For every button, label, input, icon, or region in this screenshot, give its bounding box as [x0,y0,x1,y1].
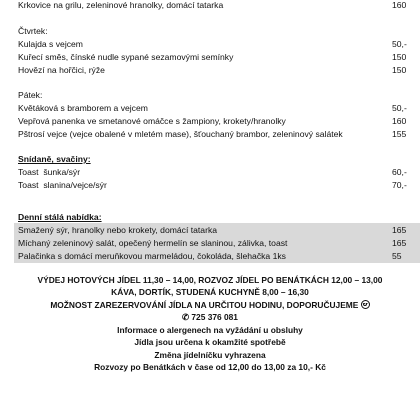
menu-item-price: 160 [392,0,407,10]
menu-item [18,0,420,12]
menu-item-name: Toast šunka/sýr [18,167,81,177]
menu-item-name: Květáková s bramborem a vejcem [18,103,148,113]
menu-item [14,249,420,263]
menu-item-name: Pštrosí vejce (vejce obalené v mletém mase), šťouchaný brambor, zeleninový salátek [18,129,343,139]
menu-item-price: 165 [392,225,407,235]
menu-item-price: 50,- [392,103,407,113]
menu-item-price: 155 [392,129,407,139]
menu-item-name: Vepřová panenka ve smetanové omáčce s žampiony, krokety/hranolky [18,116,286,126]
menu-item-name: Toast slanina/vejce/sýr [18,180,107,190]
section-title-daily: Denní stálá nabídka: [18,212,102,222]
menu-item-name: Palačinka s domácí meruňkovou marmeládou, čokoláda, šlehačka 1ks [18,251,286,261]
menu-item-price: 150 [392,52,407,62]
footer-consumption: Jídla jsou určena k okamžité spotřebě [134,337,286,347]
menu-item [18,165,420,179]
menu-item-price: 55 [392,251,402,261]
menu-item-name: Krkovice na grilu, zeleninové hranolky, domácí tatarka [18,0,224,10]
menu-item [14,223,420,237]
footer-phone [0,311,420,323]
menu-item [18,63,420,77]
phone-number: 725 376 081 [191,312,238,322]
footer-allergens: Informace o alergenech na vyžádání u obsluhy [117,325,303,335]
menu-item-price: 70,- [392,180,407,190]
phone-icon: ✆ [182,312,190,322]
menu-item-price: 60,- [392,167,407,177]
menu-item [18,50,420,64]
menu-item-name: Smažený sýr, hranolky nebo krokety, domácí tatarka [18,225,218,235]
menu-item [18,178,420,192]
footer-reservation-text: MOŽNOST ZAREZERVOVÁNÍ JÍDLA NA URČITOU HODINU, DOPORUČUJEME [50,300,359,310]
footer-hours: VÝDEJ HOTOVÝCH JÍDEL 11,30 – 14,00, ROZVOZ JÍDEL PO BENÁTKÁCH 12,00 – 13,00 [37,275,383,285]
day-label-friday: Pátek: [18,90,43,100]
menu-item-name: Hovězí na hořčici, rýže [18,65,105,75]
menu-item-name: Míchaný zeleninový salát, opečený hermelín se slaninou, zálivka, toast [18,238,288,248]
footer-reservation [0,299,420,311]
footer-change-notice: Změna jídelníčku vyhrazena [154,350,266,360]
menu-item-price: 160 [392,116,407,126]
menu-item [14,236,420,250]
menu-item [18,114,420,128]
menu-item-price: 150 [392,65,407,75]
menu-item-name: Kuřecí směs, čínské nudle sypané sezamovými semínky [18,52,234,62]
footer-delivery: Rozvozy po Benátkách v čase od 12,00 do 13,00 za 10,- Kč [94,362,326,372]
menu-item [18,127,420,141]
day-label-thursday: Čtvrtek: [18,26,48,36]
smiley-icon [361,300,370,309]
footer-coffee: KÁVA, DORTÍK, STUDENÁ KUCHYNĚ 8,00 – 16,30 [111,287,309,297]
menu-item-price: 165 [392,238,407,248]
menu-item [18,101,420,115]
section-title-breakfast: Snídaně, svačiny: [18,154,91,164]
menu-item-name: Kulajda s vejcem [18,39,83,49]
menu-item [18,37,420,51]
menu-item-price: 50,- [392,39,407,49]
